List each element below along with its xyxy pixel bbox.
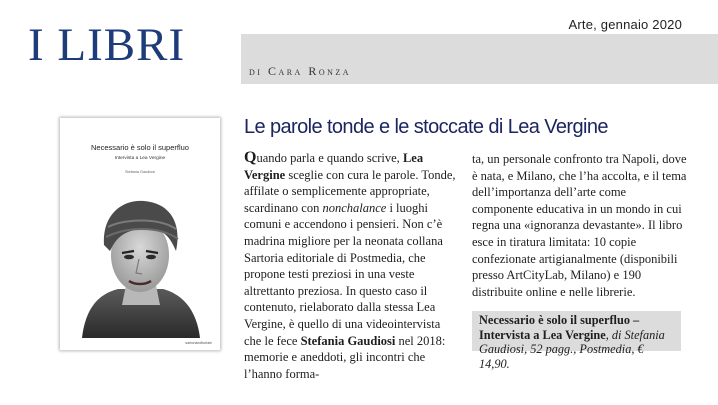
article-column-1 [244,150,459,382]
col1-text-1: uando parla e quando scrive, [256,151,403,165]
col1-text-3: i luoghi comuni e accendono i pensieri. Non c’è madrina migliore per la neonata collana Sartoria editoriale di Postmedia, che propone testi preziosi in una veste altrettanto preziosa. In questo caso il contenuto, rielaborato dalla stessa Lea Vergine, è quello di una videointervista che le fece [244,200,443,348]
section-title: I LIBRI [28,19,186,71]
col2-text: ta, un personale confronto tra Napoli, dove è nata, e Milano, che l’ha accolta, e il tema dell’importanza dell’arte come componente educativa in un mondo in cui regna una «ignoranza devastante». Il libro esce in tiratura limitata: 10 copie confezionate artigianalmente (disponibili presso ArtCityLab, Milano) e 190 distribuite online e nelle librerie. [472,152,687,299]
book-title: Necessario è solo il superfluo – Intervista a Lea Vergine [479,313,640,342]
drop-cap: Q [244,149,257,166]
author-name: Stefania Gaudiosi [300,333,396,348]
col1-text-4: nel 2018: memorie e aneddoti, gli incontri che l’hanno forma- [244,333,446,381]
book-cover [60,118,220,350]
emphasis-word: nonchalance [322,200,387,215]
book-info-box [472,311,681,371]
article-column-2 [472,151,688,300]
article-headline: Le parole tonde e le stoccate di Lea Vergine [244,116,608,138]
book-details: , di Stefania Gaudiosi, 52 pagg., Postmedia, € 14,90. [479,327,665,371]
cover-title: Necessario è solo il superfluo [91,143,189,152]
subject-name: Lea Vergine [244,151,424,182]
issue-date: Arte, gennaio 2020 [568,17,682,32]
cover-publisher: sartoriaeditoriale [185,341,212,345]
cover-author: Stefania Gaudiosi [125,170,155,174]
cover-subtitle: Intervista a Lea Vergine [114,156,166,161]
byline: di Cara Ronza [249,64,352,78]
portrait-photo [78,193,203,338]
col1-text-2: sceglie con cura le parole. Tonde, affilate o semplicemente appropriate, scardinano con [244,167,456,215]
